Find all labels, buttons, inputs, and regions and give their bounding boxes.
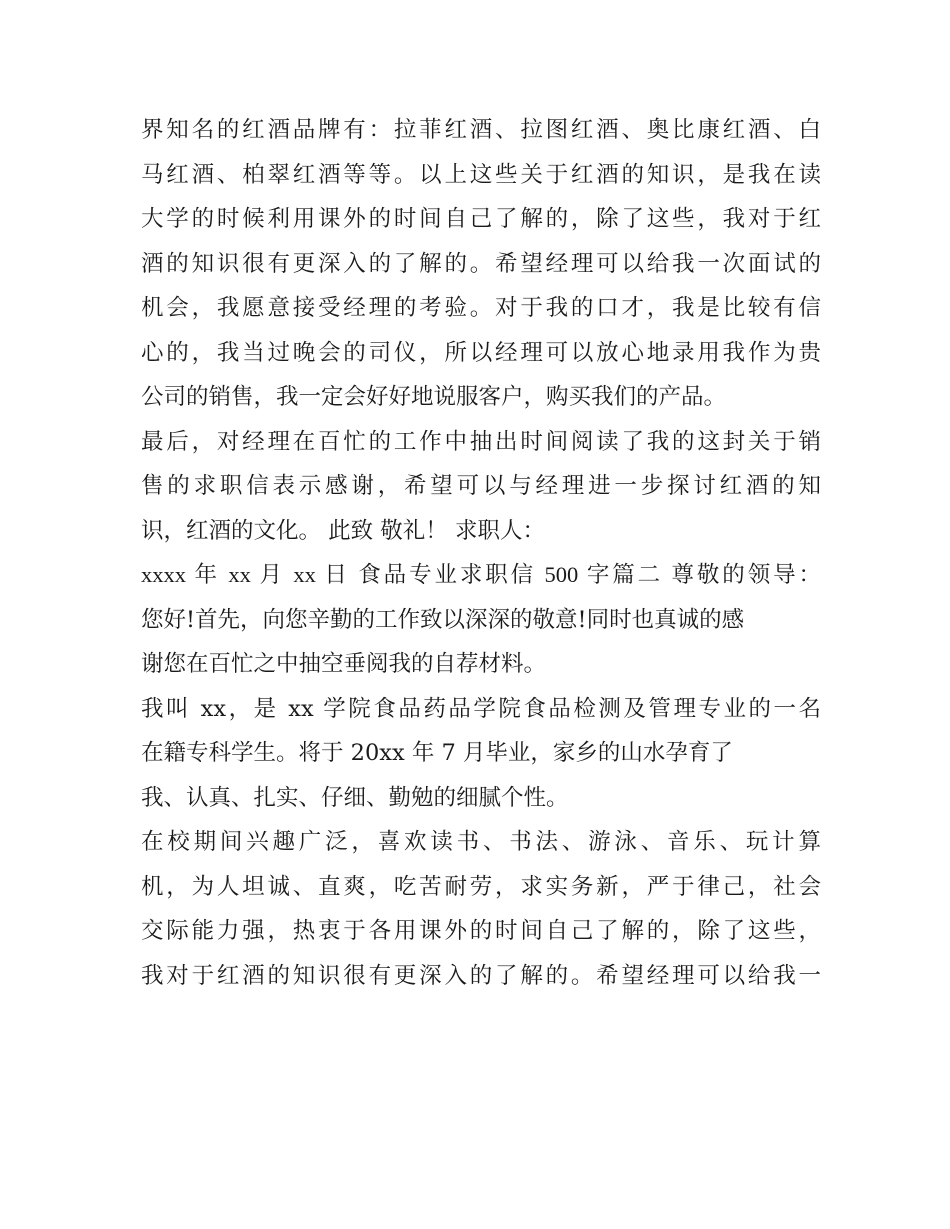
text-line: 您好!首先，向您辛勤的工作致以深深的敬意!同时也真诚的感 <box>141 606 745 633</box>
text-line: 机会，我愿意接受经理的考验。对于我的口才，我是比较有信 <box>141 295 821 321</box>
text-line: 我、认真、扎实、仔细、勤勉的细腻个性。 <box>141 784 569 811</box>
text-line: 识，红酒的文化。 此致 敬礼！ 求职人： <box>141 517 545 544</box>
text-line: 最后，对经理在百忙的工作中抽出时间阅读了我的这封关于销 <box>141 428 821 455</box>
text-line: 公司的销售，我一定会好好地说服客户，购买我们的产品。 <box>141 384 727 410</box>
text-line: 交际能力强，热衷于各用课外的时间自己了解的，除了这些， <box>141 918 821 944</box>
text-line: 酒的知识很有更深入的了解的。希望经理可以给我一次面试的 <box>141 250 821 277</box>
text-line: 心的，我当过晚会的司仪，所以经理可以放心地录用我作为贵 <box>141 339 821 366</box>
text-line: xxxx 年 xx 月 xx 日 食品专业求职信 500 字篇二 尊敬的领导： <box>141 562 821 587</box>
text-line: 谢您在百忙之中抽空垂阅我的自荐材料。 <box>141 651 547 677</box>
text-line: 在校期间兴趣广泛，喜欢读书、书法、游泳、音乐、玩计算 <box>141 829 821 855</box>
document-body <box>141 108 821 998</box>
text-line: 售的求职信表示感谢，希望可以与经理进一步探讨红酒的知 <box>141 473 821 499</box>
text-line: 我叫 xx，是 xx 学院食品药品学院食品检测及管理专业的一名 <box>141 695 821 722</box>
text-line: 在籍专科学生。将于 20xx 年 7 月毕业，家乡的山水孕育了 <box>141 740 733 766</box>
text-line: 界知名的红酒品牌有：拉菲红酒、拉图红酒、奥比康红酒、白 <box>141 117 821 143</box>
text-line: 大学的时候利用课外的时间自己了解的，除了这些，我对于红 <box>141 206 821 232</box>
text-line: 马红酒、柏翠红酒等等。以上这些关于红酒的知识，是我在读 <box>141 161 821 188</box>
text-line: 我对于红酒的知识很有更深入的了解的。希望经理可以给我一 <box>141 962 821 989</box>
text-line: 机，为人坦诚、直爽，吃苦耐劳，求实务新，严于律己，社会 <box>141 873 821 900</box>
